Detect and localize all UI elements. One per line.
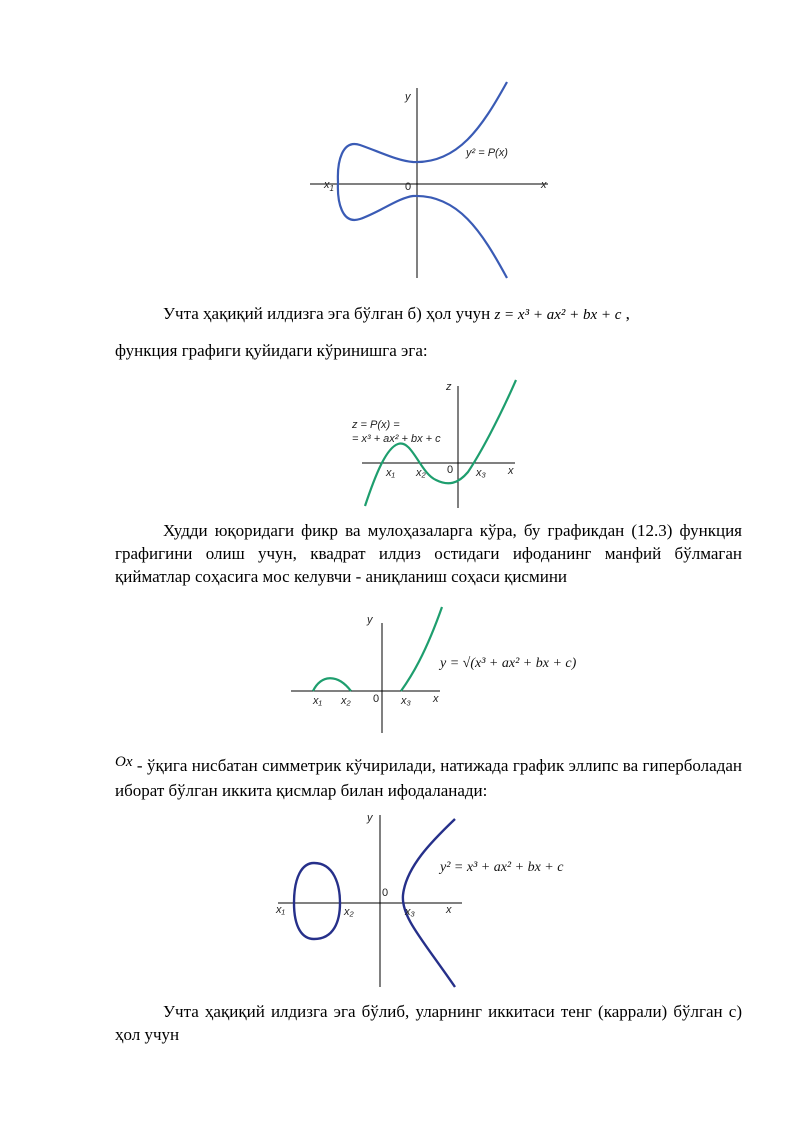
origin-label: 0 xyxy=(382,887,389,899)
curve-formula: y² = x³ + ax² + bx + c xyxy=(440,860,564,875)
root-x2-label: x₂ xyxy=(344,906,354,918)
sqrt-curve-right-branch xyxy=(401,607,442,691)
root-x3-label: x₃ xyxy=(476,467,486,479)
sqrt-formula: y = √(x³ + ax² + bx + c) xyxy=(440,656,577,671)
root-x1-label: x₁ xyxy=(313,695,322,707)
curve-equation-label: y² = P(x) xyxy=(466,147,508,159)
paragraph-symmetry xyxy=(115,754,742,802)
root-x2-label: x₂ xyxy=(341,695,351,707)
figure-sqrt-curve xyxy=(285,605,595,735)
paragraph-symmetry-text: - ўқига нисбатан симметрик кўчирилади, натижада график эллипс ва гиперболадан иборат бўлган иккита қисмлар билан ифодаланади: xyxy=(115,756,743,800)
figure-cubic-polynomial xyxy=(340,376,530,511)
polynomial-label-line2: = x³ + ax² + bx + c xyxy=(352,433,441,445)
oval-component xyxy=(294,863,340,939)
root-x1-label: x₁ xyxy=(276,904,285,916)
sqrt-curve-left-arc xyxy=(313,678,351,691)
x-axis-label: x xyxy=(541,179,547,191)
paragraph-case-c: Учта ҳақиқий илдизга эга бўлиб, уларнинг иккитаси тенг (каррали) бўлган с) ҳол учун xyxy=(115,1002,742,1044)
polynomial-label-line1: z = P(x) = xyxy=(352,419,400,431)
y-axis-label: y xyxy=(367,812,373,824)
root-x2-label: x₂ xyxy=(416,467,426,479)
paragraph-case-b-line2: функция графиги қуйидаги кўринишга эга: xyxy=(115,341,428,360)
x-axis-label: x xyxy=(446,904,452,916)
paragraph-case-b-text: Учта ҳақиқий илдизга эга бўлган б) ҳол учун xyxy=(163,304,491,323)
root-x3-label: x₃ xyxy=(405,906,415,918)
cubic-formula: z = x³ + ax² + bx + c xyxy=(494,307,622,323)
y-axis-label: y xyxy=(405,91,411,103)
figure-one-root-curve xyxy=(300,82,560,282)
z-axis-label: z xyxy=(446,381,452,393)
x-axis-label: x xyxy=(508,465,514,477)
elliptic-curve xyxy=(338,82,507,278)
figure-oval-and-branch xyxy=(272,805,602,990)
root-x1-label: x₁ xyxy=(386,467,395,479)
origin-label: 0 xyxy=(447,464,454,476)
origin-label: 0 xyxy=(373,693,380,705)
root-x3-label: x₃ xyxy=(401,695,411,707)
paragraph-domain: Худди юқоридаги фикр ва мулоҳазаларга кўра, бу графикдан (12.3) функция графигини олиш учун, квадрат илдиз остидаги ифоданинг манфий бўлмаган қийматлар соҳасига мос келувчи - аниқланиш соҳаси қисмини xyxy=(115,521,742,586)
x-axis-label: x xyxy=(433,693,439,705)
ox-axis-label: Ox xyxy=(115,754,133,770)
origin-label: 0 xyxy=(405,181,412,193)
y-axis-label: y xyxy=(367,614,373,626)
root-label: $x_1$ xyxy=(324,179,334,193)
trailing-comma: , xyxy=(625,304,630,323)
paragraph-case-b xyxy=(115,302,742,327)
